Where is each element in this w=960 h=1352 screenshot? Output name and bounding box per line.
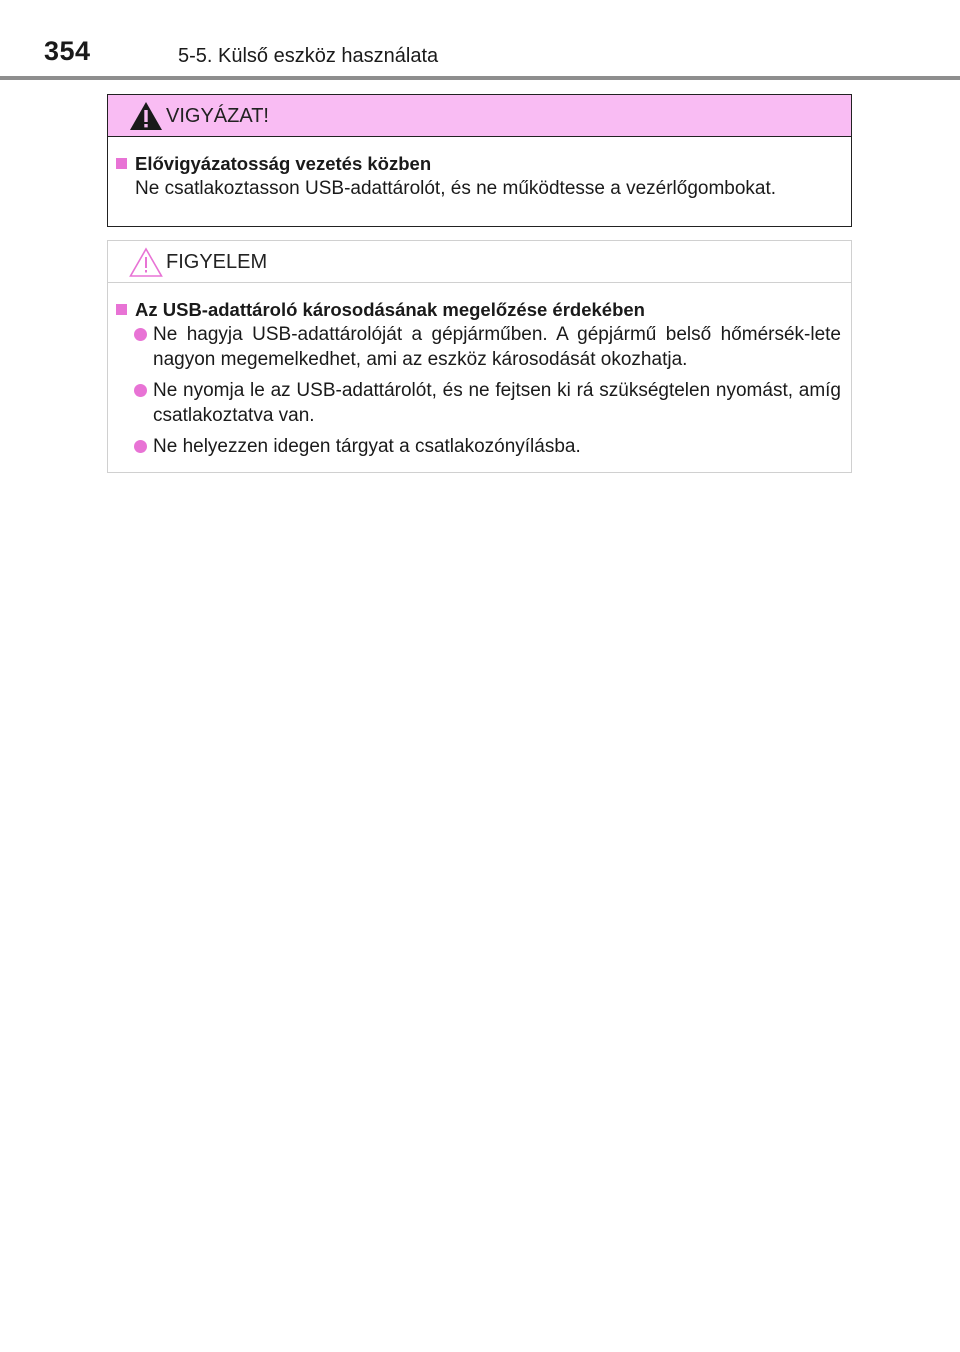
list-item bbox=[116, 434, 841, 459]
page-number: 354 bbox=[44, 36, 91, 66]
list-item-text: Ne nyomja le az USB-adattárolót, és ne fejtsen ki rá szükségtelen nyomást, amíg csatlakoztatva van. bbox=[153, 380, 841, 426]
round-bullet-icon bbox=[134, 328, 147, 341]
square-bullet-icon bbox=[116, 304, 127, 315]
notice-heading-text: Az USB-adattároló károsodásának megelőzése érdekében bbox=[135, 299, 645, 320]
caution-text: Ne csatlakoztasson USB-adattárolót, és ne működtesse a vezérlőgombokat. bbox=[135, 178, 777, 199]
warning-outline-icon bbox=[128, 246, 164, 278]
warning-filled-icon bbox=[128, 100, 164, 132]
list-item bbox=[116, 378, 841, 428]
notice-header bbox=[108, 241, 851, 283]
header-rule bbox=[0, 76, 960, 80]
caution-header bbox=[108, 95, 851, 137]
notice-body bbox=[108, 283, 851, 459]
square-bullet-icon bbox=[116, 158, 127, 169]
list-item bbox=[116, 322, 841, 372]
round-bullet-icon bbox=[134, 384, 147, 397]
caution-box bbox=[107, 94, 852, 227]
list-item-text: Ne helyezzen idegen tárgyat a csatlakozónyílásba. bbox=[153, 436, 581, 457]
section-title: 5-5. Külső eszköz használata bbox=[178, 45, 439, 67]
caution-heading bbox=[116, 151, 841, 176]
notice-label: FIGYELEM bbox=[166, 251, 268, 273]
caution-heading-text: Elővigyázatosság vezetés közben bbox=[135, 153, 432, 174]
notice-box bbox=[107, 240, 852, 473]
round-bullet-icon bbox=[134, 440, 147, 453]
notice-heading bbox=[116, 297, 841, 322]
caution-body bbox=[108, 137, 851, 201]
caution-label: VIGYÁZAT! bbox=[166, 105, 269, 127]
list-item-text: Ne hagyja USB-adattárolóját a gépjárműben. A gépjármű belső hőmérsék-lete nagyon megemelkedhet, ami az eszköz károsodását okozhatja. bbox=[153, 324, 841, 370]
